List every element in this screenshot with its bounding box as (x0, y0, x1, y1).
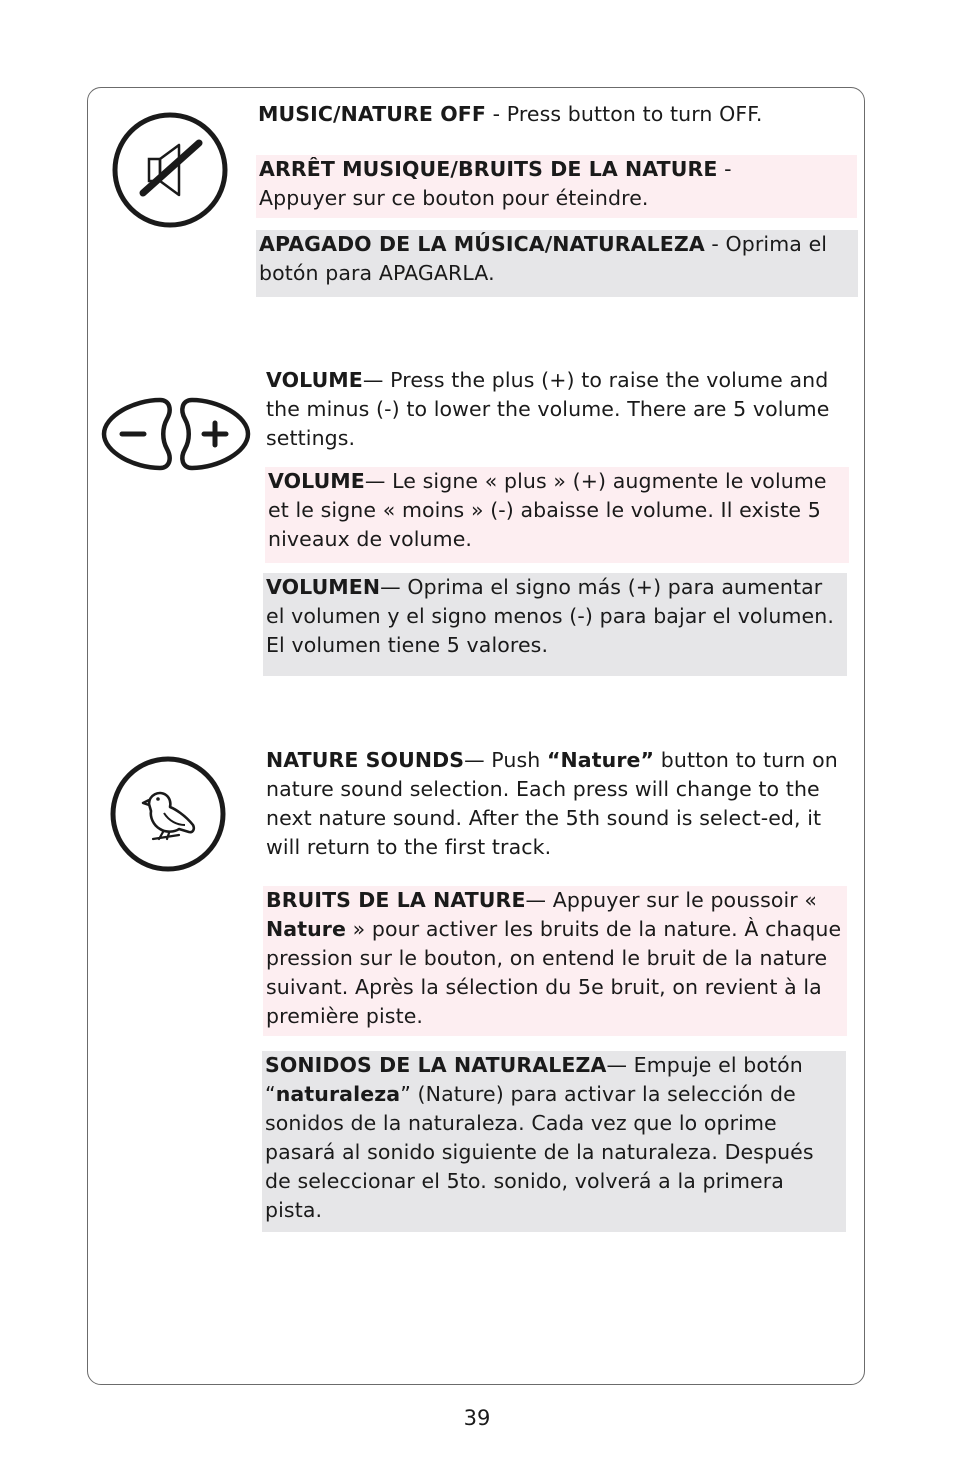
nature-sep-fr: — (525, 888, 553, 912)
nature-pre-en: Push (491, 748, 547, 772)
volume-spanish (263, 573, 847, 676)
volume-sep-en: — (362, 368, 391, 392)
nature-french (263, 886, 847, 1036)
music-off-french (256, 155, 857, 218)
nature-key-fr: Nature (266, 917, 346, 941)
music-off-title-en: MUSIC/NATURE OFF (258, 102, 486, 126)
volume-french (265, 467, 849, 563)
music-off-sep-en: - (486, 102, 507, 126)
nature-text-es: ” (Nature) para activar la selección de sonidos de la naturaleza. Cada vez que lo oprime pasará al sonido siguiente de la naturaleza. Después de seleccionar el 5to. sonido, volverá a la primera pista. (265, 1082, 814, 1222)
page-number: 39 (463, 1406, 491, 1430)
nature-key-es: naturaleza (275, 1082, 401, 1106)
nature-spanish (262, 1051, 846, 1232)
volume-english (263, 366, 843, 453)
nature-sep-es: — (606, 1053, 634, 1077)
nature-pre-fr: Appuyer sur le poussoir « (552, 888, 818, 912)
music-off-text-fr: Appuyer sur ce bouton pour éteindre. (259, 186, 649, 210)
volume-title-en: VOLUME (266, 368, 363, 392)
volume-minus-plus-icon (100, 396, 252, 474)
music-off-text-es: Oprima el botón para APAGARLA. (259, 232, 828, 285)
nature-pre-es: Empuje el botón “ (265, 1053, 803, 1106)
bird-icon (109, 755, 227, 873)
nature-key-en: “Nature” (546, 748, 655, 772)
nature-title-es: SONIDOS DE LA NATURALEZA (265, 1053, 607, 1077)
music-off-sep-fr: - (717, 157, 732, 181)
music-off-english (255, 100, 855, 129)
music-off-text-en: Press button to turn OFF. (506, 102, 763, 126)
volume-text-fr: Le signe « plus » (+) augmente le volume et le signe « moins » (-) abaisse le volume. Il existe 5 niveaux de volume. (268, 469, 827, 551)
volume-sep-fr: — (364, 469, 393, 493)
music-off-spanish (256, 230, 858, 297)
music-off-title-es: APAGADO DE LA MÚSICA/NATURALEZA (259, 232, 705, 256)
volume-title-es: VOLUMEN (266, 575, 381, 599)
volume-text-es: Oprima el signo más (+) para aumentar el volumen y el signo menos (-) para bajar el volumen. El volumen tiene 5 valores. (266, 575, 834, 657)
nature-title-en: NATURE SOUNDS (266, 748, 465, 772)
nature-title-fr: BRUITS DE LA NATURE (266, 888, 526, 912)
nature-sep-en: — (464, 748, 492, 772)
volume-text-en: Press the plus (+) to raise the volume and the minus (-) to lower the volume. There are 5 volume settings. (266, 368, 830, 450)
nature-text-fr: » pour activer les bruits de la nature. À chaque pression sur le bouton, on entend le bruit de la nature suivant. Après la sélection du 5e bruit, on revient à la première piste. (266, 917, 842, 1028)
speaker-muted-icon (111, 111, 229, 229)
volume-title-fr: VOLUME (268, 469, 365, 493)
music-off-title-fr: ARRÊT MUSIQUE/BRUITS DE LA NATURE (259, 157, 718, 181)
music-off-sep-es: - (704, 232, 726, 256)
nature-english (263, 746, 847, 862)
volume-sep-es: — (380, 575, 408, 599)
nature-text-en: button to turn on nature sound selection. Each press will change to the next nature sound. After the 5th sound is select-ed, it will return to the first track. (266, 748, 838, 859)
